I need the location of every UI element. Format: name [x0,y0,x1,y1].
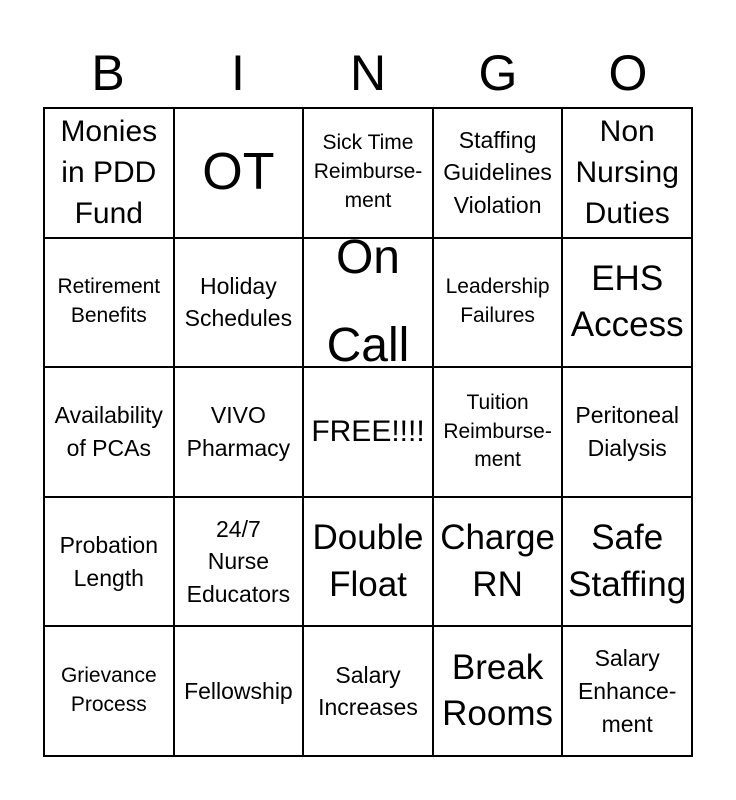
bingo-cell-free-space[interactable]: FREE!!!! [303,367,433,497]
bingo-cell[interactable]: Retirement Benefits [44,238,174,368]
header-letter-o: O [608,45,648,101]
bingo-cell[interactable]: 24/7 Nurse Educators [174,497,304,627]
bingo-cell[interactable]: Non Nursing Duties [562,108,692,238]
bingo-cell[interactable]: VIVO Pharmacy [174,367,304,497]
bingo-cell[interactable]: Break Rooms [433,626,563,756]
bingo-cell[interactable]: Leadership Failures [433,238,563,368]
bingo-cell[interactable]: Peritoneal Dialysis [562,367,692,497]
header-letter-g: G [478,45,518,101]
bingo-cell[interactable]: Fellowship [174,626,304,756]
bingo-cell[interactable]: Grievance Process [44,626,174,756]
bingo-cell[interactable]: Staffing Guidelines Violation [433,108,563,238]
bingo-cell[interactable]: Charge RN [433,497,563,627]
header-letter-b: B [91,45,125,101]
bingo-cell[interactable]: OT [174,108,304,238]
header-letter-n: N [349,45,387,101]
bingo-header [43,42,693,104]
bingo-cell[interactable]: Double Float [303,497,433,627]
bingo-card-grid [43,107,693,757]
bingo-cell[interactable]: EHS Access [562,238,692,368]
bingo-cell[interactable]: Availability of PCAs [44,367,174,497]
bingo-cell[interactable]: Salary Increases [303,626,433,756]
bingo-cell[interactable]: Sick Time Reimburse- ment [303,108,433,238]
bingo-cell[interactable]: Safe Staffing [562,497,692,627]
bingo-cell[interactable]: Holiday Schedules [174,238,304,368]
bingo-cell[interactable]: On Call [303,238,433,368]
header-letter-i: I [231,45,245,101]
bingo-cell[interactable]: Salary Enhance- ment [562,626,692,756]
bingo-cell[interactable]: Probation Length [44,497,174,627]
bingo-cell[interactable]: Monies in PDD Fund [44,108,174,238]
bingo-cell[interactable]: Tuition Reimburse- ment [433,367,563,497]
